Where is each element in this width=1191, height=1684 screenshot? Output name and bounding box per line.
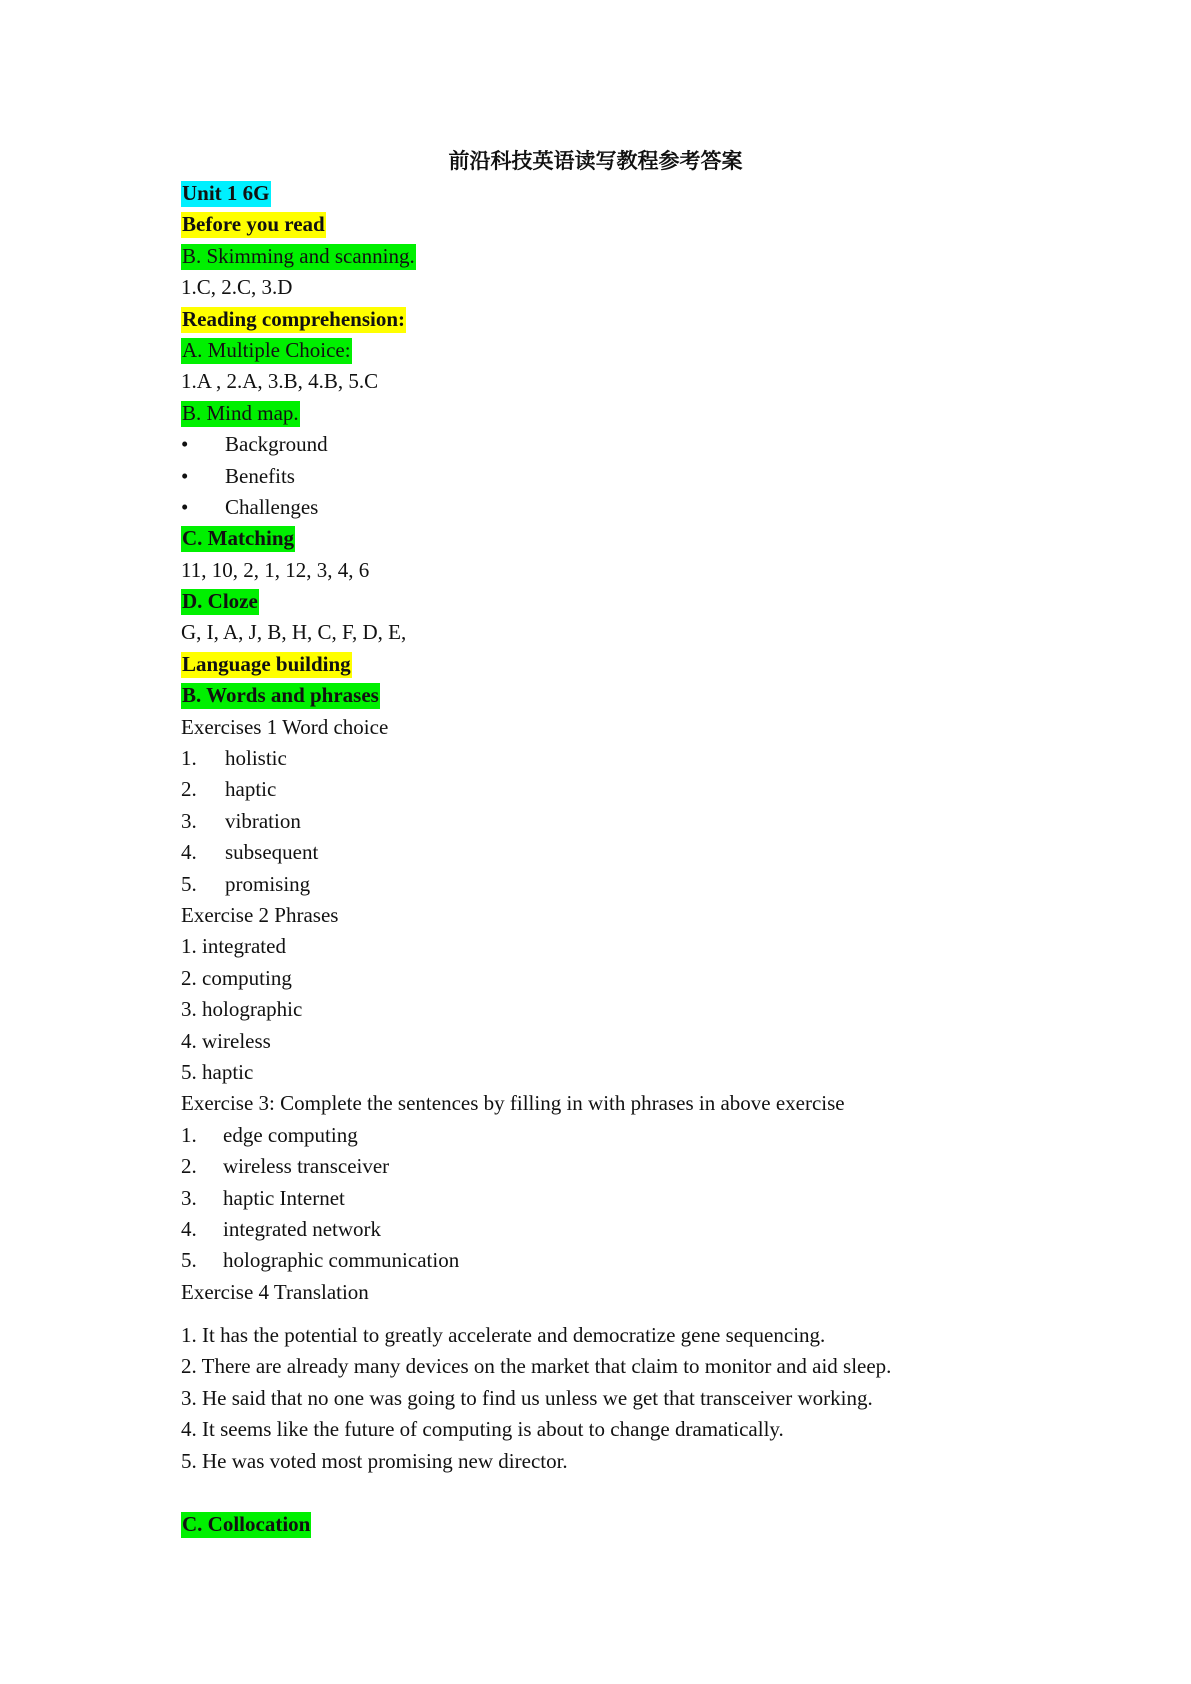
list-item: 2. wireless transceiver [181,1154,390,1179]
list-item: 4. wireless [181,1028,271,1053]
exercise1-title: Exercises 1 Word choice [181,714,389,739]
collocation-heading: C. Collocation [182,1512,311,1537]
translation-item: 2. There are already many devices on the market that claim to monitor and aid sleep. [181,1354,892,1379]
answer-content [181,178,1081,1540]
list-item: • Benefits [181,461,1081,492]
list-item: 3. haptic Internet [181,1185,345,1210]
bullet-icon: • [181,432,189,457]
list-item: • Background [181,429,1081,460]
mind-map-heading: B. Mind map. [182,400,299,425]
skimming-heading: B. Skimming and scanning. [182,243,415,268]
matching-answer: 11, 10, 2, 1, 12, 3, 4, 6 [181,557,370,582]
list-item: 2. haptic [181,777,277,802]
translation-item: 4. It seems like the future of computing is about to change dramatically. [181,1417,784,1442]
list-item: 1. holistic [181,746,287,771]
bullet-icon: • [181,463,189,488]
before-you-read-heading: Before you read [182,212,325,237]
exercise2-title: Exercise 2 Phrases [181,902,339,927]
list-item: 3. vibration [181,808,301,833]
translation-item: 3. He said that no one was going to find us unless we get that transceiver working. [181,1385,873,1410]
exercise3-title: Exercise 3: Complete the sentences by filling in with phrases in above exercise [181,1091,845,1116]
multiple-choice-heading: A. Multiple Choice: [182,337,351,362]
list-item: 1. edge computing [181,1122,358,1147]
language-building-heading: Language building [182,651,351,676]
list-item: 5. promising [181,871,311,896]
matching-heading: C. Matching [182,526,294,551]
multiple-choice-answer: 1.A , 2.A, 3.B, 4.B, 5.C [181,369,379,394]
list-item: 4. subsequent [181,840,319,865]
translation-item: 5. He was voted most promising new director. [181,1448,568,1473]
list-item: 2. computing [181,965,292,990]
exercise4-title: Exercise 4 Translation [181,1279,369,1304]
list-item: 3. holographic [181,997,303,1022]
cloze-answer: G, I, A, J, B, H, C, F, D, E, [181,620,407,645]
reading-comprehension-heading: Reading comprehension: [182,306,406,331]
list-item: 5. haptic [181,1059,254,1084]
bullet-icon: • [181,494,189,519]
skimming-answer: 1.C, 2.C, 3.D [181,275,293,300]
cloze-heading: D. Cloze [182,589,258,614]
page-title: 前沿科技英语读写教程参考答案 [448,148,743,173]
list-item: 1. integrated [181,934,286,959]
words-phrases-heading: B. Words and phrases [182,683,379,708]
list-item: • Challenges [181,492,1081,523]
unit-heading: Unit 1 6G [182,181,270,205]
list-item: 4. integrated network [181,1216,382,1241]
list-item: 5. holographic communication [181,1248,460,1273]
translation-item: 1. It has the potential to greatly accelerate and democratize gene sequencing. [181,1323,826,1348]
